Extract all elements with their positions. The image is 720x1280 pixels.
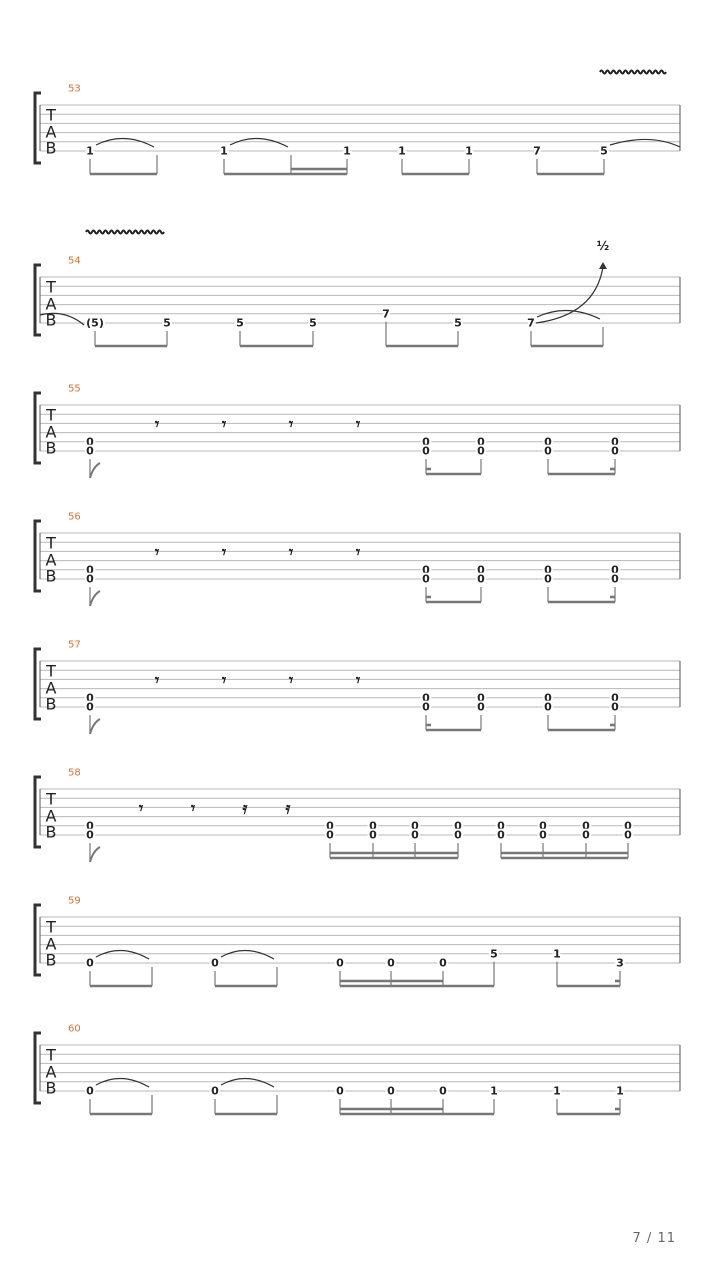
- measure-number: 60: [68, 1023, 81, 1035]
- eighth-rest: 𝄿: [285, 798, 291, 818]
- fret-number: 1: [398, 144, 406, 158]
- tie: [610, 139, 680, 147]
- fret-number: (5): [86, 316, 104, 330]
- measure-number: 55: [68, 383, 81, 395]
- tie: [221, 950, 274, 959]
- fret-number: 0: [86, 572, 94, 586]
- tie: [96, 950, 149, 959]
- eighth-rest: 𝄾: [154, 670, 160, 690]
- fret-number: 0: [544, 563, 552, 577]
- eighth-rest: 𝄾: [288, 670, 294, 690]
- fret-number: 7: [533, 144, 541, 158]
- eighth-rest: 𝄾: [190, 798, 196, 818]
- fret-number: 5: [454, 316, 462, 330]
- fret-number: 0: [477, 691, 485, 705]
- fret-number: 5: [309, 316, 317, 330]
- vibrato-mark: [600, 71, 666, 74]
- fret-number: 0: [611, 572, 619, 586]
- tab-clef-b: B: [45, 950, 57, 970]
- fret-number: 0: [86, 563, 94, 577]
- fret-number: 0: [369, 828, 377, 842]
- fret-number: 1: [553, 1084, 561, 1098]
- page-number: 7 / 11: [632, 1231, 676, 1246]
- fret-number: 0: [582, 828, 590, 842]
- fret-number: 7: [382, 307, 390, 321]
- fret-number: 0: [86, 828, 94, 842]
- tie: [221, 1078, 274, 1087]
- fret-number: 0: [544, 572, 552, 586]
- tie: [230, 138, 288, 147]
- tab-clef-t: T: [46, 917, 56, 937]
- fret-number: 1: [343, 144, 351, 158]
- fret-number: 0: [422, 563, 430, 577]
- fret-number: 0: [336, 956, 344, 970]
- fret-number: 0: [211, 956, 219, 970]
- note-flag: [90, 847, 100, 862]
- measure-number: 58: [68, 767, 81, 779]
- tab-clef-t: T: [46, 789, 56, 809]
- fret-number: 0: [422, 572, 430, 586]
- fret-number: 0: [326, 828, 334, 842]
- fret-number: 0: [611, 563, 619, 577]
- fret-number: 0: [539, 819, 547, 833]
- fret-number: 0: [86, 444, 94, 458]
- fret-number: 0: [497, 819, 505, 833]
- fret-number: 5: [600, 144, 608, 158]
- eighth-rest: 𝄾: [138, 798, 144, 818]
- fret-number: 0: [439, 1084, 447, 1098]
- fret-number: 0: [624, 828, 632, 842]
- measure-number: 57: [68, 639, 81, 651]
- eighth-rest: 𝄾: [154, 542, 160, 562]
- fret-number: 0: [86, 700, 94, 714]
- fret-number: 0: [477, 444, 485, 458]
- fret-number: 0: [477, 563, 485, 577]
- fret-number: 0: [477, 572, 485, 586]
- eighth-rest: 𝄾: [221, 542, 227, 562]
- fret-number: 1: [616, 1084, 624, 1098]
- fret-number: 0: [477, 435, 485, 449]
- eighth-rest: 𝄾: [221, 670, 227, 690]
- fret-number: 0: [611, 444, 619, 458]
- fret-number: 0: [422, 691, 430, 705]
- note-flag: [90, 463, 100, 478]
- fret-number: 0: [454, 819, 462, 833]
- tab-clef-b: B: [45, 822, 57, 842]
- fret-number: 0: [422, 444, 430, 458]
- tab-clef-a: A: [45, 1062, 57, 1082]
- fret-number: 0: [611, 691, 619, 705]
- fret-number: 0: [544, 700, 552, 714]
- bend-arrow-icon: [599, 262, 607, 269]
- eighth-rest: 𝄿: [242, 798, 248, 818]
- fret-number: 0: [544, 435, 552, 449]
- fret-number: 5: [236, 316, 244, 330]
- bend-amount: ½: [596, 239, 610, 253]
- fret-number: 0: [611, 700, 619, 714]
- fret-number: 0: [387, 1084, 395, 1098]
- eighth-rest: 𝄾: [221, 414, 227, 434]
- fret-number: 0: [477, 700, 485, 714]
- eighth-rest: 𝄾: [288, 542, 294, 562]
- fret-number: 0: [86, 956, 94, 970]
- fret-number: 1: [220, 144, 228, 158]
- measure-number: 59: [68, 895, 81, 907]
- tab-clef-a: A: [45, 122, 57, 142]
- eighth-rest: 𝄾: [355, 542, 361, 562]
- tab-clef-a: A: [45, 934, 57, 954]
- tab-clef-b: B: [45, 1078, 57, 1098]
- measure-number: 56: [68, 511, 81, 523]
- fret-number: 1: [490, 1084, 498, 1098]
- fret-number: 1: [553, 947, 561, 961]
- tab-clef-b: B: [45, 438, 57, 458]
- measure-number: 53: [68, 83, 81, 95]
- tie: [96, 138, 154, 147]
- tab-clef-t: T: [46, 405, 56, 425]
- fret-number: 0: [86, 435, 94, 449]
- fret-number: 0: [422, 435, 430, 449]
- tab-clef-a: A: [45, 806, 57, 826]
- fret-number: 0: [454, 828, 462, 842]
- fret-number: 0: [582, 819, 590, 833]
- tie: [96, 1078, 149, 1087]
- fret-number: 0: [369, 819, 377, 833]
- tab-clef-b: B: [45, 694, 57, 714]
- fret-number: 0: [624, 819, 632, 833]
- eighth-rest: 𝄾: [154, 414, 160, 434]
- fret-number: 0: [439, 956, 447, 970]
- tab-clef-t: T: [46, 661, 56, 681]
- tab-clef-b: B: [45, 310, 57, 330]
- fret-number: 0: [86, 819, 94, 833]
- fret-number: 0: [497, 828, 505, 842]
- fret-number: 5: [490, 947, 498, 961]
- tab-clef-a: A: [45, 678, 57, 698]
- fret-number: 7: [527, 316, 535, 330]
- note-flag: [90, 719, 100, 734]
- eighth-rest: 𝄾: [288, 414, 294, 434]
- fret-number: 0: [86, 691, 94, 705]
- fret-number: 0: [336, 1084, 344, 1098]
- tab-clef-t: T: [46, 1045, 56, 1065]
- fret-number: 0: [86, 1084, 94, 1098]
- eighth-rest: 𝄾: [355, 670, 361, 690]
- fret-number: 1: [465, 144, 473, 158]
- fret-number: 0: [411, 819, 419, 833]
- fret-number: 0: [544, 691, 552, 705]
- fret-number: 0: [539, 828, 547, 842]
- tab-clef-t: T: [46, 533, 56, 553]
- fret-number: 0: [422, 700, 430, 714]
- fret-number: 0: [544, 444, 552, 458]
- fret-number: 0: [326, 819, 334, 833]
- tie: [537, 310, 600, 319]
- tab-clef-a: A: [45, 294, 57, 314]
- tab-clef-a: A: [45, 422, 57, 442]
- tab-clef-b: B: [45, 566, 57, 586]
- fret-number: 3: [616, 956, 624, 970]
- fret-number: 0: [387, 956, 395, 970]
- fret-number: 0: [211, 1084, 219, 1098]
- note-flag: [90, 591, 100, 606]
- fret-number: 1: [86, 144, 94, 158]
- fret-number: 0: [411, 828, 419, 842]
- fret-number: 5: [163, 316, 171, 330]
- tab-clef-t: T: [46, 277, 56, 297]
- fret-number: 0: [611, 435, 619, 449]
- tab-clef-a: A: [45, 550, 57, 570]
- tab-clef-b: B: [45, 138, 57, 158]
- vibrato-mark: [86, 231, 164, 234]
- tab-clef-t: T: [46, 105, 56, 125]
- eighth-rest: 𝄾: [355, 414, 361, 434]
- measure-number: 54: [68, 255, 81, 267]
